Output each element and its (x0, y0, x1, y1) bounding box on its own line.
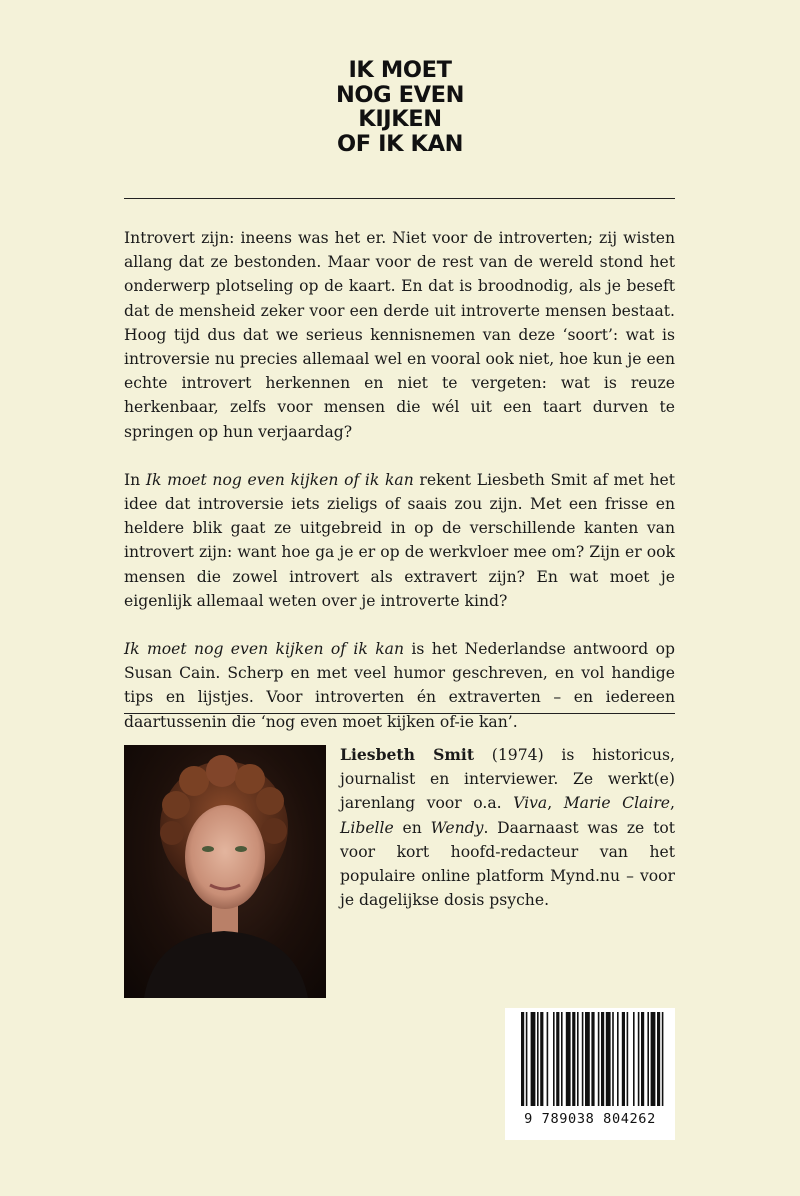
title-line: IK MOET (348, 57, 452, 83)
magazine-name: Viva (513, 794, 548, 813)
barcode-bar (617, 1012, 619, 1106)
title-line: KIJKEN (358, 106, 442, 132)
barcode-bar (627, 1012, 629, 1106)
barcode-bar (526, 1012, 528, 1106)
book-title (0, 58, 800, 156)
barcode-bar (537, 1012, 539, 1106)
barcode-bar (540, 1012, 543, 1106)
barcode-bar (556, 1012, 559, 1106)
barcode-bar (598, 1012, 600, 1106)
book-title-italic: Ik moet nog even kijken of ik kan (145, 470, 414, 489)
barcode-bar (561, 1012, 563, 1106)
barcode-bar (606, 1012, 611, 1106)
title-line: NOG EVEN (335, 81, 465, 108)
barcode-bar (531, 1012, 536, 1106)
barcode-bar (647, 1012, 649, 1106)
magazine-name: Libelle (340, 818, 394, 837)
title-line: OF IK KAN (336, 130, 464, 157)
barcode-bar (622, 1012, 625, 1106)
blurb-paragraph: Introvert zijn: ineens was het er. Niet voor de introverten; zij wisten allang dat ze bestonden. Maar voor de rest van de wereld stond het onderwerp plotseling op de kaart. En dat is broodnodig, als je beseft dat de mensheid zeker voor een derde uit introverte mensen bestaat. Hoog tijd dus dat we serieus kennisnemen van deze ‘soort’: wat is introversie nu precies allemaal wel en vooral ook niet, hoe kun je een echte introvert herkennen en niet te vergeten: wat is reuze herkenbaar, zelfs voor mensen die wél uit een taart durven te springen op hun verjaardag? (124, 229, 675, 441)
blurb-paragraph (124, 468, 675, 613)
isbn-number: 9 789038 804262 (524, 1111, 656, 1127)
barcode-bar (591, 1012, 594, 1106)
bio-text: , (547, 794, 564, 813)
bio-text: . Daarnaast was ze tot voor kort hoofd-redacteur van het populaire online platform Mynd.nu – voor je dagelijkse dosis psyche. (340, 818, 675, 910)
bio-text: en (393, 818, 431, 837)
barcode-bar (553, 1012, 555, 1106)
barcode-bar (612, 1012, 614, 1106)
blurb-text: In (124, 470, 146, 489)
barcode-bar (585, 1012, 590, 1106)
back-cover-blurb (124, 226, 675, 758)
blurb-text: rekent Liesbeth Smit af met het idee dat introversie iets zieligs of saais zou zijn. Met een frisse en heldere blik gaat ze uitgebreid in op de verschillende kanten van introvert zijn: want hoe ga je er op de werkvloer mee om? Zijn er ook mensen die zowel introvert als extravert zijn? En wat moet je eigenlijk allemaal weten over je introverte kind? (124, 470, 675, 610)
author-bio (340, 743, 675, 912)
barcode-bar (651, 1012, 656, 1106)
barcode-bars-icon (505, 1008, 675, 1108)
barcode-bar (662, 1012, 664, 1106)
barcode-bar (547, 1012, 549, 1106)
author-portrait-icon (124, 745, 326, 998)
bio-text: , (670, 794, 675, 813)
barcode-bar (601, 1012, 604, 1106)
top-divider (124, 198, 675, 199)
barcode-bar (633, 1012, 635, 1106)
blurb-text: is het Nederlandse antwoord op Susan Cain. Scherp en met veel humor geschreven, en vol handige tips en lijstjes. Voor introverten én extraverten – en iedereen daartussenin die ‘nog even moet kijken of-ie kan’. (124, 640, 675, 731)
barcode-bar (582, 1012, 584, 1106)
barcode-bar (521, 1012, 524, 1106)
barcode-bar (572, 1012, 575, 1106)
middle-divider (124, 713, 675, 714)
barcode-bar (577, 1012, 579, 1106)
bio-text: (1974) is historicus, journalist en interviewer. Ze werkt(e) jarenlang voor o.a. (340, 746, 675, 813)
author-name: Liesbeth Smit (340, 745, 475, 764)
barcode-bar (657, 1012, 660, 1106)
barcode-bar (641, 1012, 644, 1106)
blurb-paragraph (124, 637, 675, 734)
magazine-name: Marie Claire (563, 794, 671, 813)
author-photo (124, 745, 326, 998)
magazine-name: Wendy (430, 818, 484, 837)
barcode-bar (638, 1012, 640, 1106)
isbn-barcode (505, 1008, 675, 1140)
barcode-bar (566, 1012, 571, 1106)
book-title-italic: Ik moet nog even kijken of ik kan (124, 640, 404, 659)
